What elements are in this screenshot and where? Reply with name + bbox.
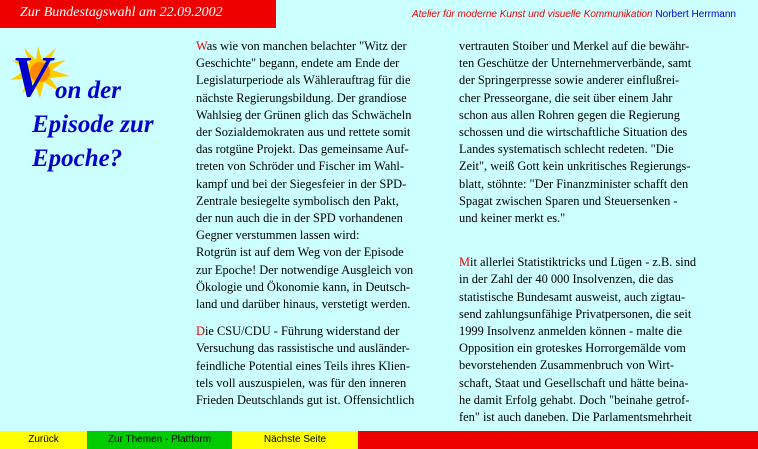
drop-initial: W [196, 39, 207, 53]
paragraph-2: Rotgrün ist auf dem Weg von der Episode zur Epoche! Der notwendige Ausgleich von Ökologie und Ökonomie kann, in Deutsch- land und darüber hinaus, verstetigt werden. [196, 245, 414, 312]
logo-letter: V [12, 44, 51, 104]
headline-line-3: Epoche? [32, 145, 123, 172]
paragraph-1: Was wie von manchen belachter "Witz der Geschichte" begann, endete am Ende der Legislaturperiode als Wählerauftrag für die nächste Regierungsbildung. Der grandiose Wahlsieg der Grünen glich das Schwächeln der Sozialdemokraten aus und rettete somit das rotgüne Projekt. Das gemeinsame Auf- treten von Schröder und Fischer im Wahl- kampf und bei der Siegesfeier in der SPD- Zentrale besiegelte symbolisch den Pakt, der nun auch die in der SPD vorhandenen Gegner verstummen lassen wird: [196, 39, 412, 243]
next-page-link[interactable]: Nächste Seite [232, 431, 358, 449]
paragraph-3: Die CSU/CDU - Führung widerstand der Versuchung das rassistische und ausländer- feindliche Potential eines Teils ihres Klien- tels voll auszuspielen, was für den inneren Frieden Deutschlands gut ist. Offensichtlich [196, 324, 415, 408]
headline-line-1: on der [55, 77, 121, 104]
atelier-name: Atelier für moderne Kunst und visuelle Kommunikation [411, 9, 653, 20]
paragraph-4: vertrauten Stoiber und Merkel auf die bewähr- ten Geschütze der Unternehmerverbände, samt der Springerpresse sowie anderer einflußrei- cher Presseorgane, die seit über einem Jahr schon aus allen Rohren gegen die Regierung schossen und die wirtschaftliche Situation des Landes systematisch schlecht redeten. "Die Zeit", weiß Gott kein unkritisches Regierungs- blatt, stöhnte: "Der Finanzminister schafft den Spagat zwischen Sparen und Steuersenken - und keiner merkt es." [459, 39, 692, 226]
atelier-credit [412, 9, 736, 20]
headline-line-2: Episode zur [32, 111, 154, 138]
text-column-2 [459, 38, 740, 426]
drop-initial: D [196, 324, 205, 339]
text-column-1 [196, 38, 452, 409]
themes-platform-link[interactable]: Zur Themen - Plattform [87, 431, 232, 449]
drop-initial: M [459, 255, 471, 270]
header-title: Zur Bundestagswahl am 22.09.2002 [20, 5, 223, 20]
bottom-nav-bar [0, 431, 758, 449]
headline [32, 74, 202, 176]
paragraph-5: Mit allerlei Statistiktricks und Lügen - z.B. sind in der Zahl der 40 000 Insolvenzen, die das statistische Bundesamt ausweist, auch zigtau- send zahlungsunfähige Privatpersonen, die seit 1999 Insolvenz anmelden können - malte die Opposition ein groteskes Horrorgemälde vom bevorstehenden Zusammenbruch von Wirt- schaft, Staat und Gesellschaft und hätte beina- he damit Erfolg gehabt. Doch "beinahe getrof- fen" ist auch daneben. Die Parlamentsmehrheit [459, 255, 697, 425]
header-title-bar [0, 0, 276, 28]
author-name: Norbert Herrmann [655, 9, 736, 20]
back-link[interactable]: Zurück [0, 431, 87, 449]
